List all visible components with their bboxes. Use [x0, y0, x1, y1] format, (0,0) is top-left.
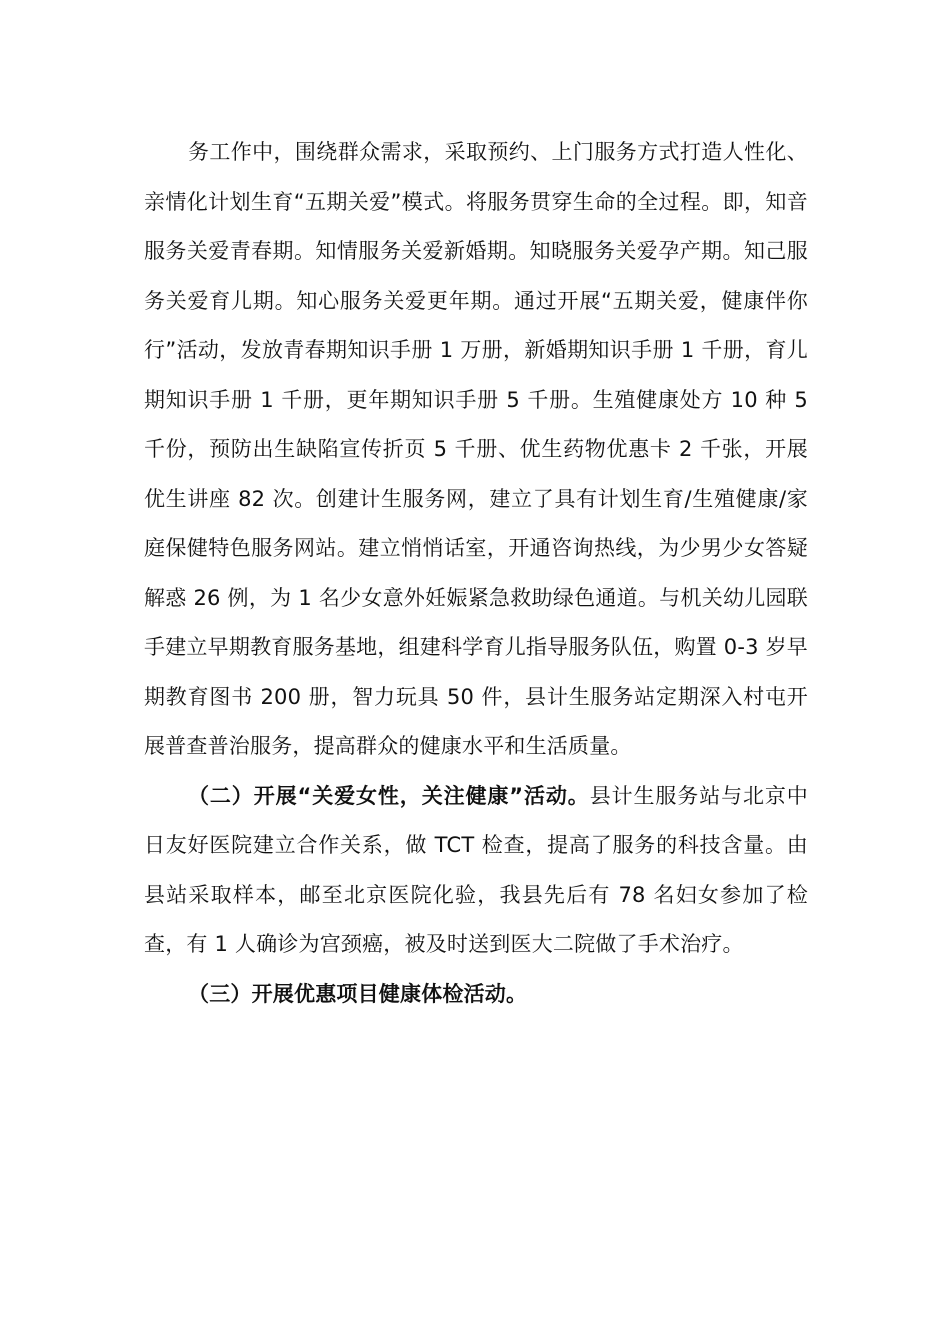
paragraph-five-stage-care	[144, 128, 808, 772]
paragraph-text: 县计生服务站与北京中日友好医院建立合作关系，做 TCT 检查，提高了服务的科技含量。由县站采取样本，邮至北京医院化验，我县先后有 78 名妇女参加了检查，有 1 人确诊为宫颈癌，被及时送到医大二院做了手术治疗。	[144, 783, 809, 956]
document-body	[144, 128, 808, 1019]
section-heading: （二）开展“关爱女性，关注健康”活动。	[188, 783, 590, 808]
paragraph-women-health	[144, 772, 808, 970]
paragraph-text: 务工作中，围绕群众需求，采取预约、上门服务方式打造人性化、亲情化计划生育“五期关爱”模式。将服务贯穿生命的全过程。即，知音服务关爱青春期。知情服务关爱新婚期。知晓服务关爱孕产期。知己服务关爱育儿期。知心服务关爱更年期。通过开展“五期关爱，健康伴你行”活动，发放青春期知识手册 1 万册，新婚期知识手册 1 千册，育儿期知识手册 1 千册，更年期知识手册 5 千册。生殖健康处方 10 种 5 千份，预防出生缺陷宣传折页 5 千册、优生药物优惠卡 2 千张，开展优生讲座 82 次。创建计生服务网，建立了具有计划生育/生殖健康/家庭保健特色服务网站。建立悄悄话室，开通咨询热线，为少男少女答疑解惑 26 例，为 1 名少女意外妊娠紧急救助绿色通道。与机关幼儿园联手建立早期教育服务基地，组建科学育儿指导服务队伍，购置 0-3 岁早期教育图书 200 册，智力玩具 50 件，县计生服务站定期深入村屯开展普查普治服务，提高群众的健康水平和生活质量。	[144, 140, 808, 758]
paragraph-health-checkup	[144, 970, 808, 1020]
section-heading: （三）开展优惠项目健康体检活动。	[188, 981, 528, 1006]
